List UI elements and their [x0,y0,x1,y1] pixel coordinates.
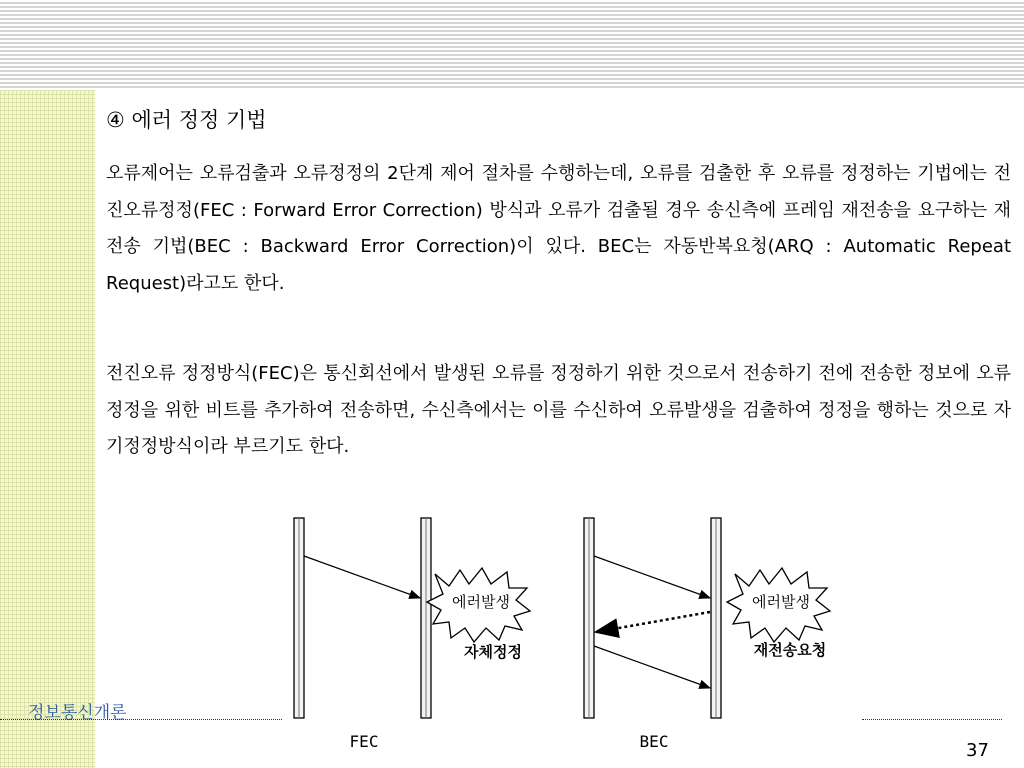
paragraph-error-control: 오류제어는 오류검출과 오류정정의 2단계 제어 절차를 수행하는데, 오류를 검출한 후 오류를 정정하는 기법에는 전진오류정정(FEC : Forward Error Correction) 방식과 오류가 검출될 경우 송신측에 프레임 재전송을 요구하는 재전송 기법(BEC : Backward Error Correction)이 있다. BEC는 자동반복요청(ARQ : Automatic Repeat Request)라고도 한다. [106,163,1011,294]
fec-frame-arrow [304,556,420,598]
fec-caption: FEC [349,732,379,751]
fec-bec-diagram [285,512,875,762]
bec-diagram [584,518,830,751]
fec-error-label: 에러발생 [452,593,510,611]
bec-nak-arrow [596,612,710,632]
bec-retransmit-arrow [594,646,710,688]
bec-caption: BEC [639,732,669,751]
fec-self-correction-label: 자체정정 [464,643,522,661]
bec-error-label: 에러발생 [752,593,810,611]
paragraph-fec-description: 전진오류 정정방식(FEC)은 통신회선에서 발생된 오류를 정정하기 위한 것으로서 전송하기 전에 전송한 정보에 오류정정을 위한 비트를 추가하여 전송하면, 수신측에서는 이를 수신하여 오류발생을 검출하여 정정을 행하는 것으로 자기정정방식이라 부르기도 한다. [106,363,1011,457]
fec-diagram [294,518,530,751]
slide-title: ④ 에러 정정 기법 [106,108,267,132]
bec-retransmission-request-label: 재전송요청 [753,641,827,659]
course-title: 정보통신개론 [28,703,127,723]
footer-divider-right [862,719,1002,720]
top-stripe-decoration [0,0,1024,90]
bec-frame-arrow [594,556,710,598]
footer-divider-left [0,719,282,720]
page-number: 37 [966,740,989,761]
left-band-decoration [0,90,95,768]
